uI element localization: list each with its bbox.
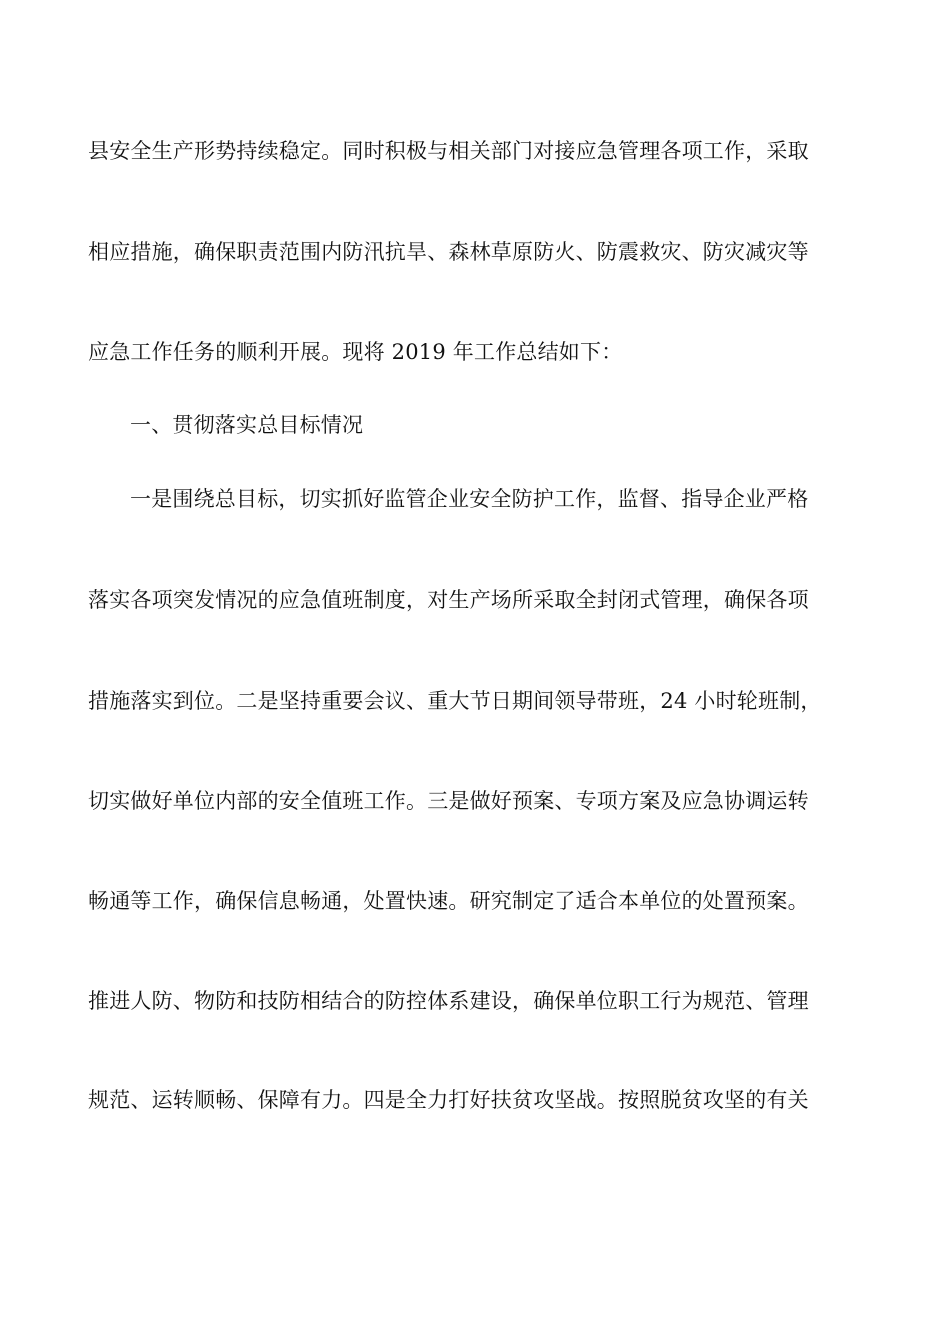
body-text-line-7: 切实做好单位内部的安全值班工作。三是做好预案、专项方案及应急协调运转: [88, 789, 809, 813]
body-text-line-1: 县安全生产形势持续稳定。同时积极与相关部门对接应急管理各项工作，采取: [88, 139, 809, 163]
body-text-line-4: 一是围绕总目标，切实抓好监管企业安全防护工作，监督、指导企业严格: [130, 487, 809, 511]
body-text-line-10: 规范、运转顺畅、保障有力。四是全力打好扶贫攻坚战。按照脱贫攻坚的有关: [88, 1088, 809, 1112]
body-text-line-3: 应急工作任务的顺利开展。现将 2019 年工作总结如下：: [88, 340, 623, 364]
section-heading: 一、贯彻落实总目标情况: [130, 413, 364, 437]
body-text-line-8: 畅通等工作，确保信息畅通，处置快速。研究制定了适合本单位的处置预案。: [88, 889, 809, 913]
body-text-line-9: 推进人防、物防和技防相结合的防控体系建设，确保单位职工行为规范、管理: [88, 989, 809, 1013]
body-text-line-5: 落实各项突发情况的应急值班制度，对生产场所采取全封闭式管理，确保各项: [88, 588, 809, 612]
body-text-line-6: 措施落实到位。二是坚持重要会议、重大节日期间领导带班，24 小时轮班制，: [88, 689, 822, 713]
body-text-line-2: 相应措施，确保职责范围内防汛抗旱、森林草原防火、防震救灾、防灾减灾等: [88, 240, 809, 264]
